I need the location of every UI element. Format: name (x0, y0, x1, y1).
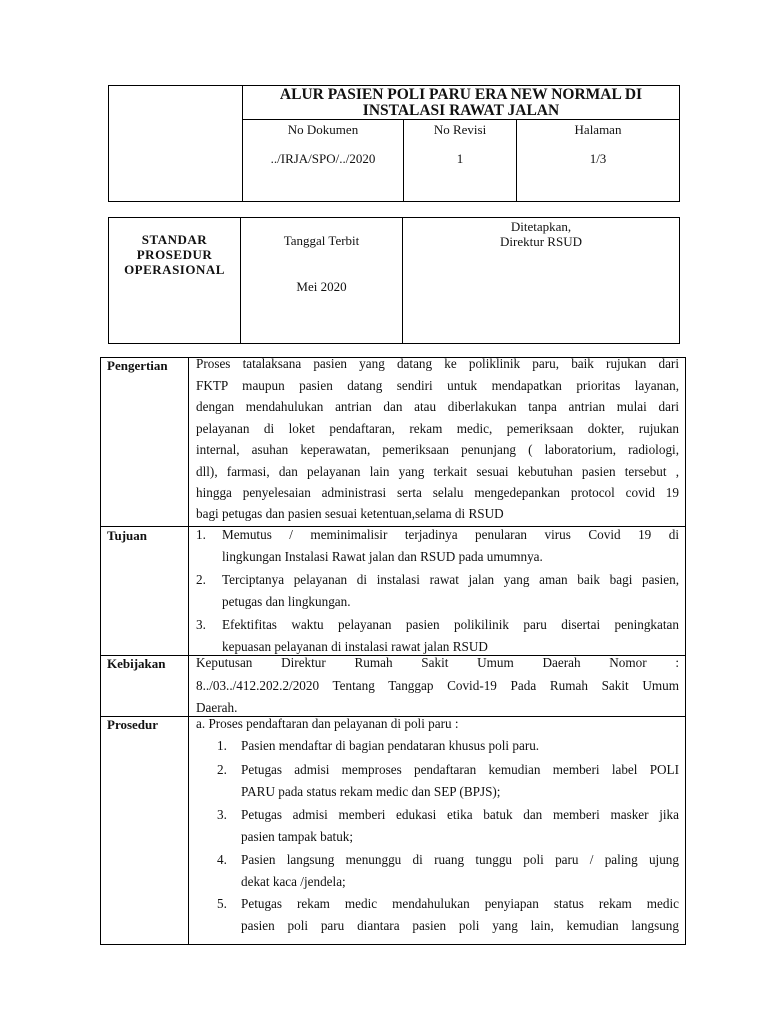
tanggal-terbit-label: Tanggal Terbit (283, 233, 360, 248)
header-divider-title (242, 119, 680, 120)
pengertian-text (196, 353, 679, 524)
prosedur-item-number: 4. (217, 852, 227, 867)
tujuan-item-number: 2. (196, 572, 206, 587)
tujuan-item-text-cont: lingkungan Instalasi Rawat jalan dan RSUD pada umumnya. (222, 549, 543, 564)
kebijakan-label: Kebijakan (107, 656, 166, 671)
tujuan-item-number: 3. (196, 617, 206, 632)
prosedur-item-text-cont: pasien poli paru diantara pasien poli yang lain, kemudian langsung (241, 918, 679, 933)
tujuan-item-text-cont: kepuasan pelayanan di instalasi rawat jalan RSUD (222, 639, 488, 654)
tujuan-item-text: Terciptanya pelayanan di instalasi rawat jalan yang aman baik bagi pasien, (222, 572, 679, 587)
document-title-line2: INSTALASI RAWAT JALAN (362, 102, 560, 119)
prosedur-intro: a. Proses pendaftaran dan pelayanan di poli paru : (196, 716, 459, 731)
prosedur-item-text-cont: PARU pada status rekam medic dan SEP (BPJS); (241, 784, 501, 799)
prosedur-item-text-cont: pasien tampak batuk; (241, 829, 354, 844)
pengertian-line: hingga penyelesaian administrasi serta selalu mengedepankan protocol covid 19 (196, 485, 679, 500)
pengertian-line: Proses tatalaksana pasien yang datang ke poliklinik paru, baik rujukan dari (196, 356, 679, 371)
tujuan-item-text-cont: petugas dan lingkungan. (222, 594, 351, 609)
prosedur-item-text: Pasien langsung menunggu di ruang tunggu poli paru / paling ujung (241, 852, 679, 867)
document-title-line1: ALUR PASIEN POLI PARU ERA NEW NORMAL DI (279, 86, 643, 103)
spo-label-line1: STANDAR (141, 232, 208, 247)
halaman-label: Halaman (574, 122, 622, 137)
pengertian-line: bagi petugas dan pasien sesuai ketentuan,selama di RSUD (196, 505, 504, 521)
prosedur-item-text: Petugas admisi memproses pendaftaran kemudian memberi label POLI (241, 762, 679, 777)
kebijakan-line: 8../03../412.202.2/2020 Tentang Tanggap Covid-19 Pada Rumah Sakit Umum (196, 678, 679, 693)
no-revisi-label: No Revisi (433, 122, 487, 137)
pengertian-line: internal, asuhan keperawatan, pemeriksaan penunjang ( laboratorium, radiologi, (196, 442, 679, 457)
no-dokumen-label: No Dokumen (287, 122, 359, 137)
spo-label-line2: PROSEDUR (136, 247, 213, 262)
pengertian-line: dll), farmasi, dan pelayanan lain yang terkait sesuai kebutuhan pasien tersebut , (196, 463, 679, 479)
prosedur-item-text: Pasien mendaftar di bagian pendataran khusus poli paru. (241, 738, 540, 753)
content-label-divider (188, 357, 189, 945)
tujuan-item-text: Memutus / meminimalisir terjadinya penularan virus Covid 19 di (222, 527, 679, 542)
kebijakan-line: Keputusan Direktur Rumah Sakit Umum Daerah Nomor : (196, 655, 679, 670)
direktur-label: Direktur RSUD (500, 234, 582, 249)
prosedur-item-text: Petugas rekam medic mendahulukan penyiapan status rekam medic (241, 896, 679, 911)
kebijakan-line: Daerah. (196, 700, 238, 715)
tujuan-item-number: 1. (196, 527, 206, 542)
prosedur-label: Prosedur (107, 717, 159, 732)
tujuan-label: Tujuan (107, 528, 147, 543)
ditetapkan-label: Ditetapkan, (510, 219, 572, 234)
no-revisi-value: 1 (456, 151, 464, 166)
prosedur-item-number: 2. (217, 762, 227, 777)
pengertian-line: pelayanan di loket pendaftaran, rekam medic, pemeriksaan dokter, rujukan (196, 420, 679, 436)
pengertian-line: FKTP maupun pasien datang sendiri untuk mendapatkan prioritas layanan, (196, 377, 679, 393)
tanggal-terbit-value: Mei 2020 (296, 279, 347, 294)
pengertian-label: Pengertian (107, 358, 168, 373)
prosedur-item-text-cont: dekat kaca /jendela; (241, 874, 346, 889)
no-dokumen-value: ../IRJA/SPO/../2020 (270, 151, 376, 166)
halaman-value: 1/3 (589, 151, 607, 166)
prosedur-item-number: 1. (217, 738, 227, 753)
spo-label-line3: OPERASIONAL (124, 262, 225, 277)
prosedur-item-number: 5. (217, 896, 227, 911)
prosedur-item-text: Petugas admisi memberi edukasi etika batuk dan memberi masker jika (241, 807, 679, 822)
pengertian-line: dengan mendahulukan antrian dan atau diberlakukan tanpa antrian mulai dari (196, 399, 679, 414)
tujuan-item-text: Efektifitas waktu pelayanan pasien polikilinik paru disertai peningkatan (222, 617, 679, 632)
prosedur-item-number: 3. (217, 807, 227, 822)
